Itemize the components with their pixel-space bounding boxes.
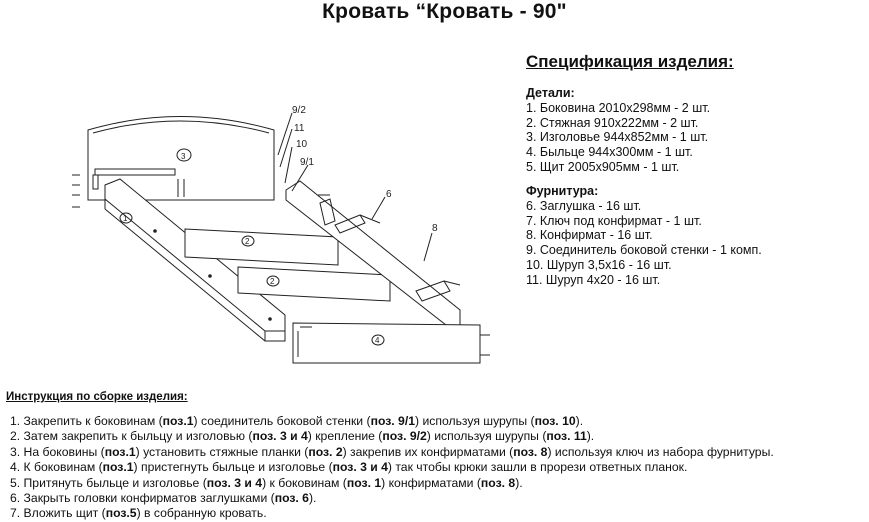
step-text: ). [575,414,584,428]
step-text: ) конфирматами ( [381,475,481,490]
hardware-item: 6. Заглушка - 16 шт. [526,198,642,213]
step-text: ) пристегнуть быльце и изголовье ( [133,460,333,475]
spec-details [526,86,710,175]
hardware-item: 11. Шуруп 4x20 - 16 шт. [526,272,661,287]
step-text: 3. На боковины ( [10,444,105,459]
step-text: 5. Притянуть быльце и изголовье ( [10,475,207,490]
instruction-step [10,445,774,460]
detail-item: 4. Быльце 944x300мм - 1 шт. [526,145,693,160]
position-ref: поз.1 [102,460,134,475]
position-ref: поз. 3 и 4 [332,460,388,475]
instructions-list [10,414,774,522]
detail-item: 3. Изголовье 944x852мм - 1 шт. [526,130,709,145]
detail-item: 5. Щит 2005x905мм - 1 шт. [526,159,680,174]
instructions-title: Инструкция по сборке изделия: [6,391,188,403]
instruction-step [10,476,774,491]
position-ref: поз. 2 [308,444,343,459]
step-text: ) закрепив их конфирматами ( [342,444,514,459]
callout-6: 6 [386,189,392,200]
hardware-item: 7. Ключ под конфирмат - 1 шт. [526,213,702,228]
part-label-2a: 2 [245,237,250,246]
page-title: Кровать “Кровать - 90" [322,0,567,23]
spec-title: Спецификация изделия: [526,52,734,71]
callout-8: 8 [432,223,438,234]
part-label-4: 4 [375,336,380,345]
position-ref: поз. 3 и 4 [206,475,263,490]
part-label-1: 1 [123,214,128,223]
position-ref: поз. 6 [274,491,309,506]
step-text: ) крепление ( [307,429,383,444]
position-ref: поз.1 [162,414,194,428]
step-text: ) к боковинам ( [262,475,347,490]
detail-item: 1. Боковина 2010x298мм - 2 шт. [526,100,711,115]
step-text: 2. Затем закрепить к быльцу и изголовью ( [10,429,253,444]
callout-9-2: 9/2 [292,105,306,116]
step-text: 1. Закрепить к боковинам ( [10,414,163,428]
hardware-item: 8. Конфирмат - 16 шт. [526,228,653,243]
position-ref: поз. 10 [534,414,576,428]
step-text: 7. Вложить щит ( [10,506,106,521]
instruction-step [10,460,774,475]
step-text: ). [586,429,595,444]
step-text: ) в собранную кровать. [136,506,267,521]
hardware-heading: Фурнитура: [526,184,599,198]
step-text: ) соединитель боковой стенки ( [193,414,371,428]
details-heading: Детали: [526,86,575,100]
step-text: ) используя ключ из набора фурнитуры. [547,444,774,459]
step-text: 4. К боковинам ( [10,460,103,475]
detail-item: 2. Стяжная 910x222мм - 2 шт. [526,115,699,130]
bed-assembly-drawing [60,95,520,385]
hardware-item: 9. Соединитель боковой стенки - 1 комп. [526,243,762,258]
position-ref: поз. 9/1 [370,414,415,428]
step-text: ) так чтобы крюки зашли в прорези ответных планок. [387,460,688,475]
spec-hardware [526,184,762,288]
part-label-3: 3 [181,152,186,161]
instruction-step [10,414,774,429]
step-text: ) используя шурупы ( [426,429,547,444]
part-label-2b: 2 [270,277,275,286]
callout-10: 10 [296,139,308,150]
footboard-part [293,323,490,363]
callout-9-1: 9/1 [300,157,314,168]
position-ref: поз. 8 [513,444,548,459]
hardware-item: 10. Шуруп 3,5x16 - 16 шт. [526,257,672,272]
instruction-step [10,491,774,506]
position-ref: поз. 8 [480,475,516,490]
callout-11: 11 [294,123,305,134]
position-ref: поз.5 [105,506,137,521]
position-ref: поз. 1 [346,475,382,490]
position-ref: поз. 9/2 [382,429,427,444]
step-text: ). [515,475,523,490]
step-text: 6. Закрыть головки конфирматов заглушками ( [10,491,275,506]
step-text: ) используя шурупы ( [415,414,535,428]
position-ref: поз. 3 и 4 [252,429,308,444]
instruction-step [10,429,774,444]
step-text: ) установить стяжные планки ( [135,444,309,459]
step-text: ). [308,491,317,506]
position-ref: поз.1 [104,444,136,459]
position-ref: поз. 11 [546,429,587,444]
